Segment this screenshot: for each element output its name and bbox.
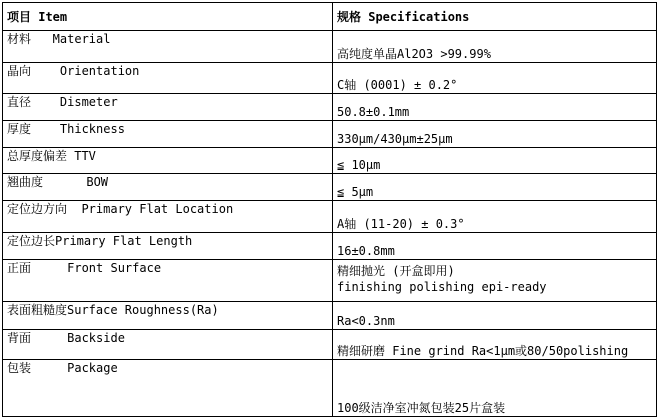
row-value-bow: ≦ 5μm — [333, 174, 657, 201]
row-item-primary-flat-location: 定位边方向 Primary Flat Location — [3, 201, 333, 233]
table-row — [3, 31, 657, 63]
row-item-diameter: 直径 Dismeter — [3, 94, 333, 121]
table-row — [3, 174, 657, 201]
table-row — [3, 330, 657, 360]
row-item-primary-flat-length: 定位边长Primary Flat Length — [3, 233, 333, 260]
front-surface-line-1: 精细抛光 (开盒即用) — [337, 264, 455, 278]
row-value-primary-flat-location: A轴 (11-20) ± 0.3° — [333, 201, 657, 233]
row-item-surface-roughness: 表面粗糙度Surface Roughness(Ra) — [3, 302, 333, 330]
header-item: 项目 Item — [3, 3, 333, 31]
table-row — [3, 302, 657, 330]
row-value-backside: 精细研磨 Fine grind Ra<1μm或80/50polishing — [333, 330, 657, 360]
row-item-orientation: 晶向 Orientation — [3, 63, 333, 94]
table-row — [3, 63, 657, 94]
table-row — [3, 201, 657, 233]
table-header-row — [3, 3, 657, 31]
row-item-bow: 翘曲度 BOW — [3, 174, 333, 201]
table-row — [3, 233, 657, 260]
row-item-thickness: 厚度 Thickness — [3, 121, 333, 148]
row-item-ttv: 总厚度偏差 TTV — [3, 148, 333, 174]
row-value-thickness: 330μm/430μm±25μm — [333, 121, 657, 148]
row-value-orientation: C轴 (0001) ± 0.2° — [333, 63, 657, 94]
row-value-surface-roughness: Ra<0.3nm — [333, 302, 657, 330]
row-value-front-surface — [333, 260, 657, 302]
header-specifications: 规格 Specifications — [333, 3, 657, 31]
table-row — [3, 360, 657, 417]
row-value-primary-flat-length: 16±0.8mm — [333, 233, 657, 260]
row-item-material: 材料 Material — [3, 31, 333, 63]
table-row — [3, 148, 657, 174]
row-value-diameter: 50.8±0.1mm — [333, 94, 657, 121]
table-row — [3, 260, 657, 302]
row-item-backside: 背面 Backside — [3, 330, 333, 360]
row-value-material: 高纯度单晶Al2O3 >99.99% — [333, 31, 657, 63]
specifications-table — [2, 2, 657, 417]
row-value-package: 100级洁净室冲氮包装25片盒装 — [333, 360, 657, 417]
table-row — [3, 94, 657, 121]
row-item-front-surface: 正面 Front Surface — [3, 260, 333, 302]
table-row — [3, 121, 657, 148]
row-value-ttv: ≦ 10μm — [333, 148, 657, 174]
row-item-package: 包装 Package — [3, 360, 333, 417]
front-surface-line-2: finishing polishing epi-ready — [337, 280, 547, 294]
